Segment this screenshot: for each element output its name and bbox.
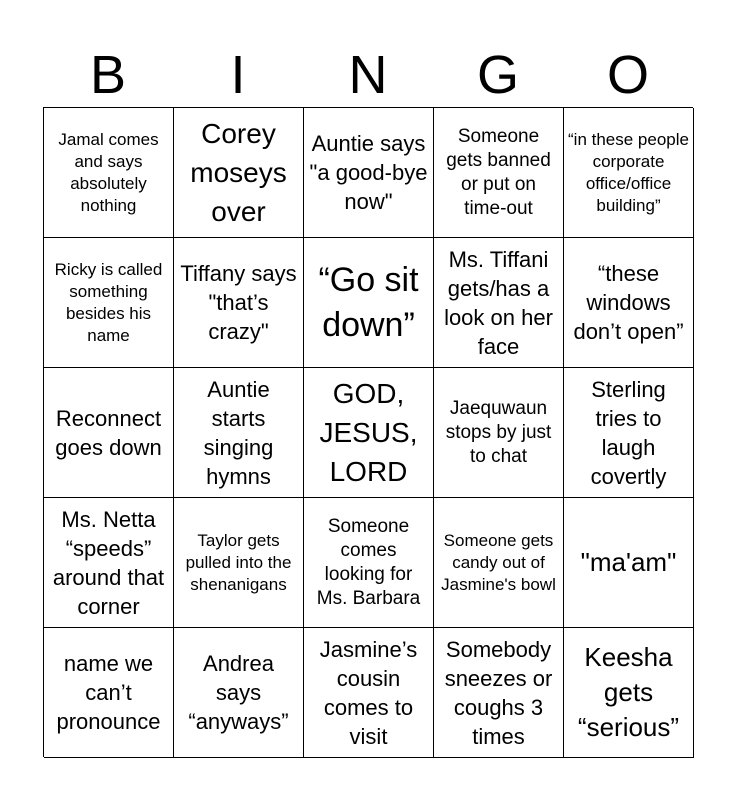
bingo-cell-r2-c5[interactable]: [564, 238, 694, 368]
cell-text: Reconnect goes down: [55, 405, 162, 460]
bingo-cell-r4-c5[interactable]: [564, 498, 694, 628]
cell-text: Ricky is called something besides his name: [54, 259, 163, 345]
bingo-grid: [43, 107, 693, 757]
bingo-cell-r2-c3[interactable]: [304, 238, 434, 368]
cell-text: Keesha gets “serious”: [577, 642, 680, 742]
bingo-cell-r4-c4[interactable]: [434, 498, 564, 628]
bingo-cell-r1-c1[interactable]: [44, 108, 174, 238]
cell-text: Auntie starts singing hymns: [203, 376, 274, 489]
bingo-cell-r3-c5[interactable]: [564, 368, 694, 498]
header-letter-o: O: [606, 45, 649, 105]
cell-text: Ms. Netta “speeds” around that corner: [52, 506, 165, 619]
cell-text: Andrea says “anyways”: [188, 651, 289, 734]
bingo-cell-r1-c5[interactable]: [564, 108, 694, 238]
cell-text: Taylor gets pulled into the shenanigans: [185, 530, 292, 594]
bingo-cell-r4-c2[interactable]: [174, 498, 304, 628]
cell-text: Auntie says "a good-bye now": [309, 131, 428, 214]
bingo-cell-r1-c2[interactable]: [174, 108, 304, 238]
bingo-cell-r1-c3[interactable]: [304, 108, 434, 238]
bingo-cell-r5-c1[interactable]: [44, 628, 174, 758]
cell-text: Somebody sneezes or coughs 3 times: [444, 636, 553, 749]
bingo-cell-r3-c1[interactable]: [44, 368, 174, 498]
header-letter-b: B: [89, 45, 127, 105]
cell-text: GOD, JESUS, LORD: [319, 378, 418, 487]
bingo-cell-r3-c3[interactable]: [304, 368, 434, 498]
bingo-cell-r3-c2[interactable]: [174, 368, 304, 498]
bingo-header: [43, 44, 693, 106]
bingo-cell-r5-c2[interactable]: [174, 628, 304, 758]
bingo-cell-r5-c3[interactable]: [304, 628, 434, 758]
bingo-cell-r3-c4[interactable]: [434, 368, 564, 498]
cell-text: Jasmine’s cousin comes to visit: [319, 636, 418, 749]
header-letter-i: I: [230, 45, 246, 105]
header-letter-n: N: [348, 45, 388, 105]
cell-text: Jamal comes and says absolutely nothing: [58, 129, 159, 215]
cell-text: Tiffany says "that’s crazy": [180, 261, 297, 344]
cell-text: Someone gets candy out of Jasmine's bowl: [441, 530, 556, 594]
bingo-cell-r4-c3[interactable]: [304, 498, 434, 628]
header-letter-g: G: [476, 45, 519, 105]
cell-text: Sterling tries to laugh covertly: [590, 376, 667, 489]
cell-text: Jaequwaun stops by just to chat: [445, 397, 552, 467]
cell-text: Someone gets banned or put on time-out: [446, 125, 551, 219]
cell-text: Ms. Tiffani gets/has a look on her face: [444, 246, 553, 359]
cell-text: Someone comes looking for Ms. Barbara: [316, 515, 421, 609]
bingo-cell-r2-c1[interactable]: [44, 238, 174, 368]
bingo-cell-r4-c1[interactable]: [44, 498, 174, 628]
cell-text: “Go sit down”: [318, 260, 419, 344]
bingo-cell-r2-c4[interactable]: [434, 238, 564, 368]
bingo-cell-r2-c2[interactable]: [174, 238, 304, 368]
cell-text: "ma'am": [580, 547, 677, 577]
cell-text: Corey moseys over: [190, 118, 287, 227]
bingo-cell-r5-c5[interactable]: [564, 628, 694, 758]
bingo-cell-r5-c4[interactable]: [434, 628, 564, 758]
cell-text: “in these people corporate office/office building”: [568, 129, 689, 215]
bingo-cell-r1-c4[interactable]: [434, 108, 564, 238]
cell-text: “these windows don’t open”: [573, 261, 684, 344]
cell-text: name we can’t pronounce: [56, 651, 161, 734]
